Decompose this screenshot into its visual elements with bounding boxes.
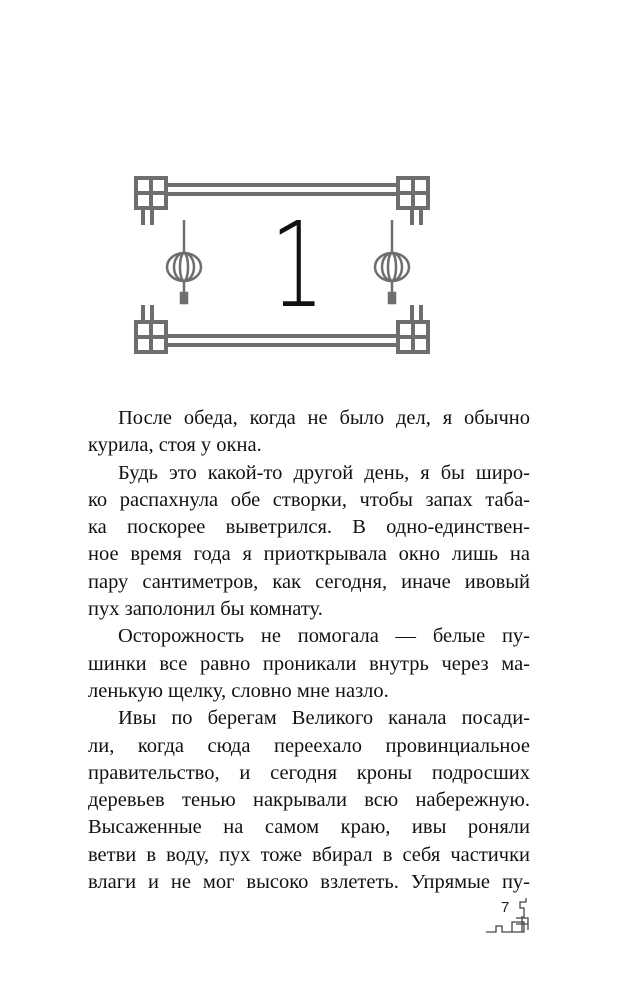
text-line: ко распахнула обе створки, чтобы запах таба- bbox=[88, 488, 530, 511]
text-line: После обеда, когда не было дел, я обычно bbox=[118, 407, 530, 429]
text-line: Высаженные на самом краю, ивы роняли bbox=[88, 816, 530, 839]
body-text bbox=[88, 405, 530, 896]
text-line: ленькую щелку, словно мне назло. bbox=[88, 679, 389, 702]
text-line: ли, когда сюда переехало провинциальное bbox=[88, 734, 530, 757]
lantern-icon-left bbox=[167, 220, 201, 303]
lantern-icon-right bbox=[375, 220, 409, 303]
page-number: 7 bbox=[501, 899, 510, 916]
text-line: курила, стоя у окна. bbox=[88, 434, 262, 457]
text-line: Ивы по берегам Великого канала посади- bbox=[118, 707, 530, 730]
text-line: пару сантиметров, как сегодня, иначе ивовый bbox=[88, 570, 530, 593]
text-line: Осторожность не помогала — белые пу- bbox=[118, 625, 530, 648]
text-line: правительство, и сегодня кроны подросших bbox=[88, 761, 530, 784]
text-line: деревьев тенью накрывали всю набережную. bbox=[88, 789, 530, 812]
text-line: ветви в воду, пух тоже вбирал в себя частички bbox=[88, 843, 530, 866]
text-line: ка поскорее выветрился. В одно-единствен- bbox=[88, 516, 530, 539]
text-line: пух заполонил бы комнату. bbox=[88, 598, 323, 621]
text-line: Будь это какой-то другой день, я бы широ- bbox=[118, 461, 530, 484]
text-line: ное время года я приоткрывала окно лишь на bbox=[88, 543, 530, 566]
text-line: шинки все равно проникали внутрь через ма- bbox=[88, 652, 530, 675]
text-line: влаги и не мог высоко взлететь. Упрямые пу- bbox=[88, 871, 530, 894]
chapter-number: 1 bbox=[270, 196, 325, 334]
